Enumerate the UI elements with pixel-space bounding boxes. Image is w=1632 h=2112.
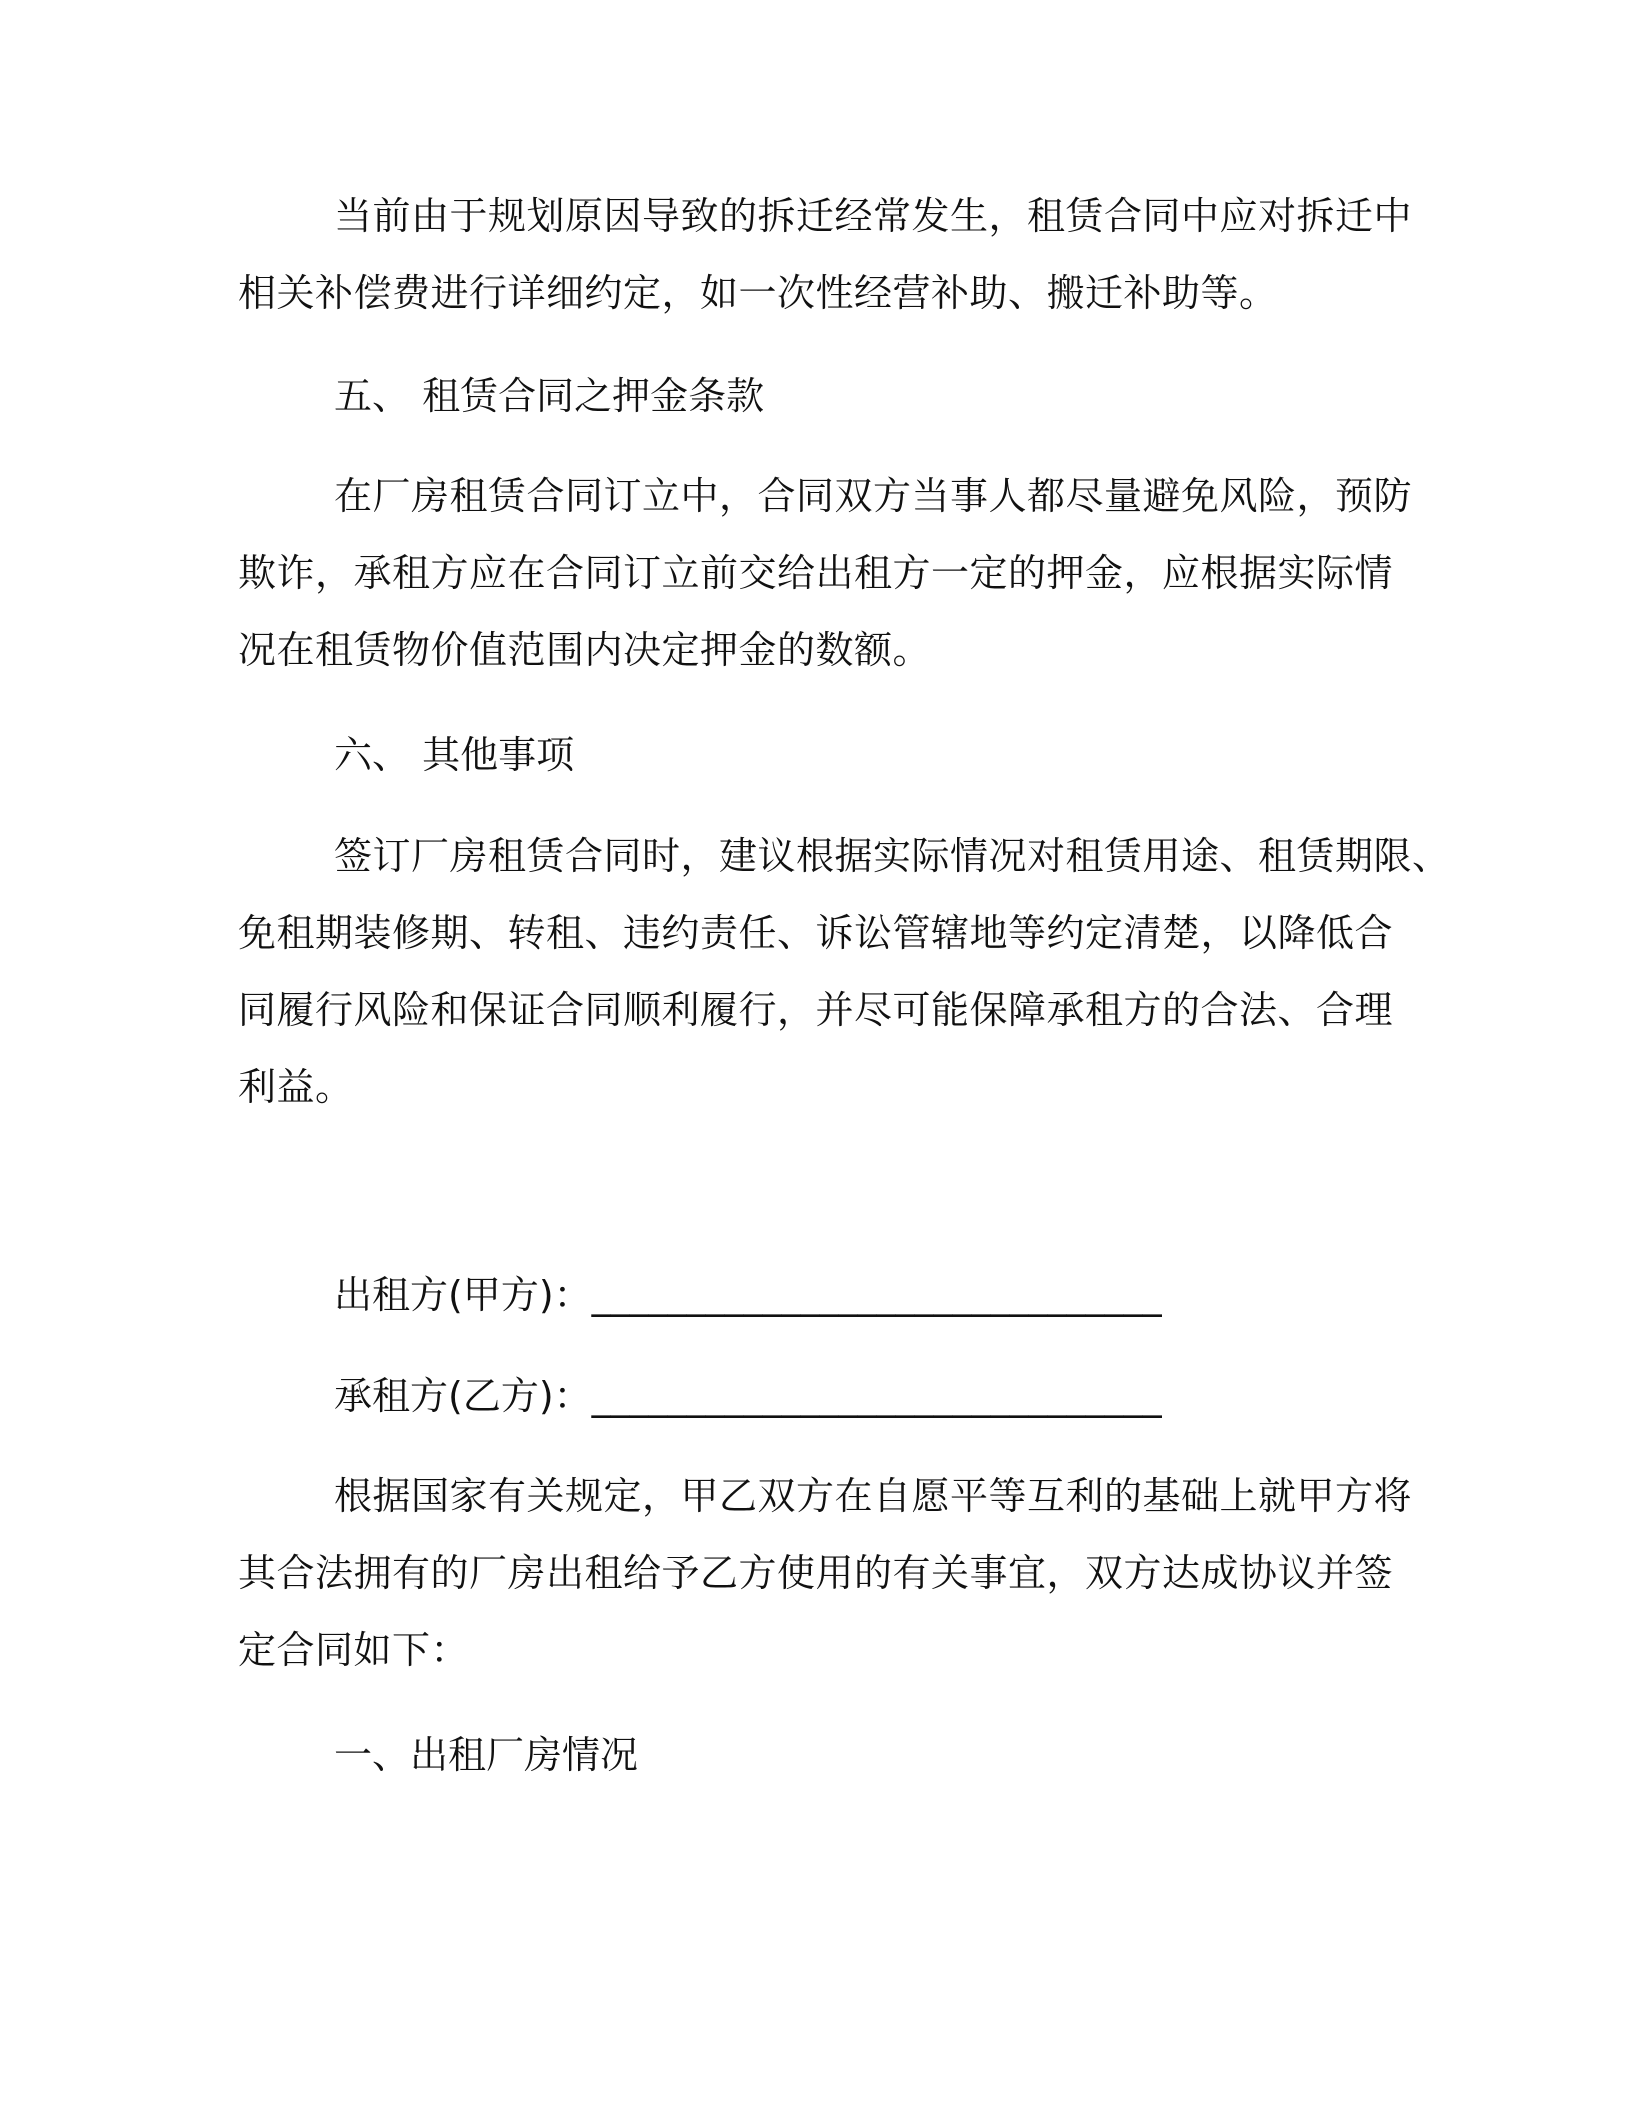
paragraph-line: 根据国家有关规定，甲乙双方在自愿平等互利的基础上就甲方将 [334,1474,1413,1518]
paragraph-line: 同履行风险和保证合同顺利履行，并尽可能保障承租方的合法、合理 [238,988,1394,1032]
section-heading-factory: 一、出租厂房情况 [334,1733,639,1777]
paragraph-line: 利益。 [238,1065,354,1109]
section-heading-deposit: 五、 租赁合同之押金条款 [334,374,765,418]
paragraph-line: 欺诈，承租方应在合同订立前交给出租方一定的押金，应根据实际情 [238,551,1394,595]
lessee-signature-line: 承租方(乙方)：______________________________ [334,1374,1162,1418]
paragraph-line: 相关补偿费进行详细约定，如一次性经营补助、搬迁补助等。 [238,271,1278,315]
paragraph-line: 定合同如下： [238,1628,470,1672]
paragraph-agreement [238,1458,1413,1689]
paragraph-line: 其合法拥有的厂房出租给予乙方使用的有关事宜，双方达成协议并签 [238,1551,1394,1595]
paragraph-line: 当前由于规划原因导致的拆迁经常发生，租赁合同中应对拆迁中 [334,194,1413,238]
lessor-signature-line: 出租方(甲方)：______________________________ [334,1273,1162,1317]
paragraph-line: 签订厂房租赁合同时，建议根据实际情况对租赁用途、租赁期限、 [334,834,1451,878]
paragraph-line: 在厂房租赁合同订立中，合同双方当事人都尽量避免风险，预防 [334,474,1413,518]
paragraph-line: 况在租赁物价值范围内决定押金的数额。 [238,628,932,672]
section-heading-other: 六、 其他事项 [334,733,575,777]
paragraph-deposit [238,458,1413,689]
paragraph-other [238,818,1451,1126]
paragraph-line: 免租期装修期、转租、违约责任、诉讼管辖地等约定清楚，以降低合 [238,911,1394,955]
paragraph-demolition [238,178,1413,332]
